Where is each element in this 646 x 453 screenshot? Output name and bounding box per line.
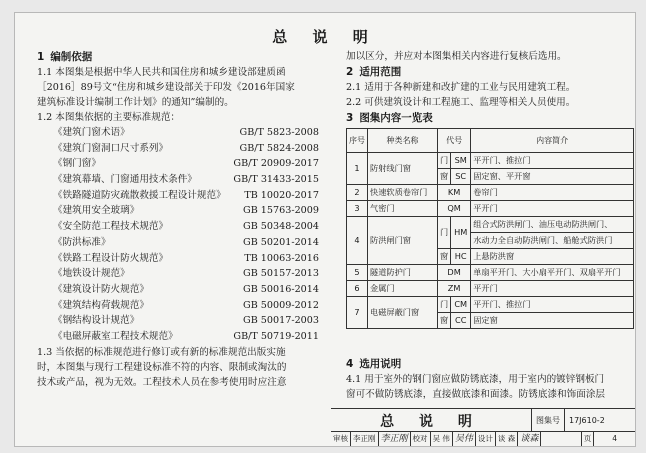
cell-code: KM: [438, 185, 471, 201]
cell-desc: 平开门、推拉门: [471, 297, 634, 313]
cell-desc: 上悬防洪窗: [471, 249, 634, 265]
page-label: 页: [581, 432, 595, 446]
para-4-1-line-2: 窗可不做防锈底漆，直接做底漆和面漆。防锈底漆和饰面涂层: [346, 389, 606, 400]
standard-item: [37, 203, 319, 219]
atlas-number-label: 图集号: [532, 409, 565, 431]
header-seq: 序号: [347, 129, 368, 153]
cell-type: 防洪闸门窗: [368, 217, 438, 265]
reviewer-name: 李正刚: [351, 432, 379, 446]
checker-name: 吴 伟: [431, 432, 453, 446]
para-1-1-line-2: ［2016］89号文“住房和城乡建设部关于印发《2016年国家: [37, 82, 295, 93]
standard-item: [37, 313, 319, 329]
cell-seq: 5: [347, 265, 368, 281]
cell-code: DM: [438, 265, 471, 281]
cell-code: SM: [451, 153, 471, 169]
standard-name: 《地铁设计规范》: [53, 268, 130, 280]
standard-name: 《防洪标准》: [53, 236, 111, 248]
standard-code: GB 50157-2013: [243, 268, 319, 280]
cell-code: QM: [438, 201, 471, 217]
cell-seq: 3: [347, 201, 368, 217]
standard-item: [37, 251, 319, 267]
cell-kind: 门: [438, 153, 451, 169]
cell-desc: 平开门、推拉门: [471, 153, 634, 169]
para-4-1-line-1: 4.1 用于室外的钢门窗应做防锈底漆，用于室内的镀锌钢板门: [346, 374, 605, 385]
header-desc: 内容简介: [471, 129, 634, 153]
section-title: 编制依据: [50, 51, 93, 63]
table-row: [347, 281, 634, 297]
standard-name: 《建筑幕墙、门窗通用技术条件》: [53, 174, 197, 186]
standard-code: GB 50016-2014: [243, 283, 319, 295]
standard-code: GB 50348-2004: [243, 221, 319, 233]
table-header-row: [347, 129, 634, 153]
standard-item: [37, 156, 319, 172]
cell-code: CM: [451, 297, 471, 313]
cell-type: 电磁屏蔽门窗: [368, 297, 438, 329]
para-1-3-line-3: 技术或产品，视为无效。工程技术人员在参考使用时应注意: [37, 376, 287, 388]
para-1-1-line-1: 1.1 本图集是根据中华人民共和国住房和城乡建设部建质函: [37, 67, 286, 78]
standard-code: GB/T 50719-2011: [233, 330, 319, 342]
right-column: [346, 49, 630, 329]
page-number: 4: [612, 434, 617, 443]
cell-seq: 6: [347, 281, 368, 297]
standard-item: [37, 188, 319, 204]
standard-name: 《铁路工程设计防火规范》: [53, 252, 169, 264]
standard-name: 《建筑结构荷载规范》: [53, 299, 149, 311]
cell-code: HC: [451, 249, 471, 265]
cell-kind: 门: [438, 217, 451, 249]
cell-code: SC: [451, 169, 471, 185]
section-3-heading: [346, 110, 630, 126]
cell-seq: 4: [347, 217, 368, 265]
standard-item: [37, 266, 319, 282]
section-number: 2: [346, 66, 354, 78]
table-row: [347, 297, 634, 313]
standard-name: 《建筑用安全玻璃》: [53, 205, 140, 217]
standard-code: TB 10063-2016: [244, 252, 319, 264]
standard-name: 《建筑门窗洞口尺寸系列》: [53, 142, 169, 154]
left-column: [37, 49, 319, 390]
cell-type: 气密门: [368, 201, 438, 217]
standard-name: 《安全防范工程技术规范》: [53, 221, 169, 233]
cell-kind: 窗: [438, 249, 451, 265]
table-row: [347, 185, 634, 201]
design-label: 设计: [476, 432, 496, 446]
standards-list: [37, 125, 319, 345]
cell-seq: 2: [347, 185, 368, 201]
designer-name: 谈 森: [496, 432, 518, 446]
table-row: [347, 265, 634, 281]
review-label: 审核: [331, 432, 351, 446]
standard-code: GB/T 5824-2008: [239, 142, 319, 154]
title-block-name: 总 说 明: [380, 414, 482, 430]
cell-kind: 窗: [438, 169, 451, 185]
cell-kind: 窗: [438, 313, 451, 329]
contents-table: [346, 128, 634, 329]
para-2-1: 2.1 适用于各种新建和改扩建的工业与民用建筑工程。: [346, 82, 576, 93]
table-row: [347, 201, 634, 217]
standard-name: 《钢结构设计规范》: [53, 315, 140, 327]
cell-type: 快速软质卷帘门: [368, 185, 438, 201]
standard-item: [37, 172, 319, 188]
section-4-heading: [346, 356, 636, 372]
page-title: 总 说 明: [272, 28, 378, 46]
para-1-1-line-3: 建筑标准设计编制工作计划》的通知”编制的。: [37, 97, 234, 108]
cell-seq: 1: [347, 153, 368, 185]
standard-name: 《建筑门窗术语》: [53, 127, 130, 138]
para-1-3-continued: 加以区分，并应对本图集相关内容进行复核后选用。: [346, 51, 567, 62]
standard-item: [37, 141, 319, 157]
cell-type: 防射线门窗: [368, 153, 438, 185]
cell-desc: 平开门: [471, 281, 634, 297]
standard-item: [37, 282, 319, 298]
cell-desc: 组合式防洪闸门、油压电动防洪闸门、: [471, 217, 634, 233]
standard-name: 《铁路隧道防灾疏散救援工程设计规范》: [53, 189, 226, 201]
standard-item: [37, 219, 319, 235]
standard-code: GB 50009-2012: [243, 299, 319, 311]
checker-signature: 吴伟: [453, 432, 476, 446]
title-block: [331, 408, 635, 446]
para-1-3-line-1: 1.3 当依据的标准规范进行修订或有新的标准规范出版实施: [37, 346, 286, 358]
cell-desc: 水动力全自动防洪闸门、船舱式防洪门: [471, 233, 634, 249]
standard-item: [37, 235, 319, 251]
cell-desc: 卷帘门: [471, 185, 634, 201]
cell-type: 隧道防护门: [368, 265, 438, 281]
cell-desc: 单扇平开门、大小扇平开门、双扇平开门: [471, 265, 634, 281]
standard-code: TB 10020-2017: [244, 189, 319, 201]
standard-code: GB/T 5823-2008: [239, 127, 319, 138]
designer-signature: 谈森: [518, 432, 541, 446]
cell-desc: 固定窗: [471, 313, 634, 329]
standard-name: 《建筑设计防火规范》: [53, 283, 149, 295]
atlas-number: 17J610-2: [569, 415, 605, 425]
standard-code: GB 15763-2009: [243, 205, 319, 217]
signature-row: [331, 431, 635, 446]
section-4: [346, 356, 636, 402]
para-1-2: 1.2 本图集依据的主要标准规范：: [37, 112, 181, 123]
cell-code: CC: [451, 313, 471, 329]
standard-code: GB/T 20909-2017: [233, 158, 319, 170]
cell-seq: 7: [347, 297, 368, 329]
section-title: 图集内容一览表: [359, 112, 433, 124]
para-1-3-line-2: 时，本图集与现行工程建设标准不符的内容、限制或淘汰的: [37, 361, 287, 373]
cell-code: ZM: [438, 281, 471, 297]
standard-name: 《电磁屏蔽室工程技术规范》: [53, 330, 178, 342]
section-number: 1: [37, 51, 45, 63]
section-2-heading: [346, 64, 630, 80]
section-number: 3: [346, 112, 354, 124]
standard-item: [37, 125, 319, 141]
cell-type: 金属门: [368, 281, 438, 297]
standard-item: [37, 329, 319, 345]
standard-item: [37, 298, 319, 314]
standard-code: GB 50201-2014: [243, 236, 319, 248]
section-1-heading: [37, 49, 319, 65]
section-title: 适用范围: [359, 66, 402, 78]
standard-code: GB/T 31433-2015: [233, 174, 319, 186]
header-code: 代号: [438, 129, 471, 153]
atlas-number-row: [531, 409, 635, 432]
cell-kind: 门: [438, 297, 451, 313]
cell-desc: 平开门: [471, 201, 634, 217]
table-row: [347, 217, 634, 233]
section-title: 选用说明: [359, 358, 402, 370]
cell-desc: 固定窗、平开窗: [471, 169, 634, 185]
drawing-sheet: [14, 12, 636, 447]
check-label: 校对: [411, 432, 431, 446]
standard-name: 《钢门窗》: [53, 158, 101, 170]
header-type: 种类名称: [368, 129, 438, 153]
section-number: 4: [346, 358, 354, 370]
standard-code: GB 50017-2003: [243, 315, 319, 327]
cell-code: HM: [451, 217, 471, 249]
para-2-2: 2.2 可供建筑设计和工程施工、监理等相关人员使用。: [346, 97, 576, 108]
table-row: [347, 153, 634, 169]
reviewer-signature: 李正刚: [379, 432, 411, 446]
